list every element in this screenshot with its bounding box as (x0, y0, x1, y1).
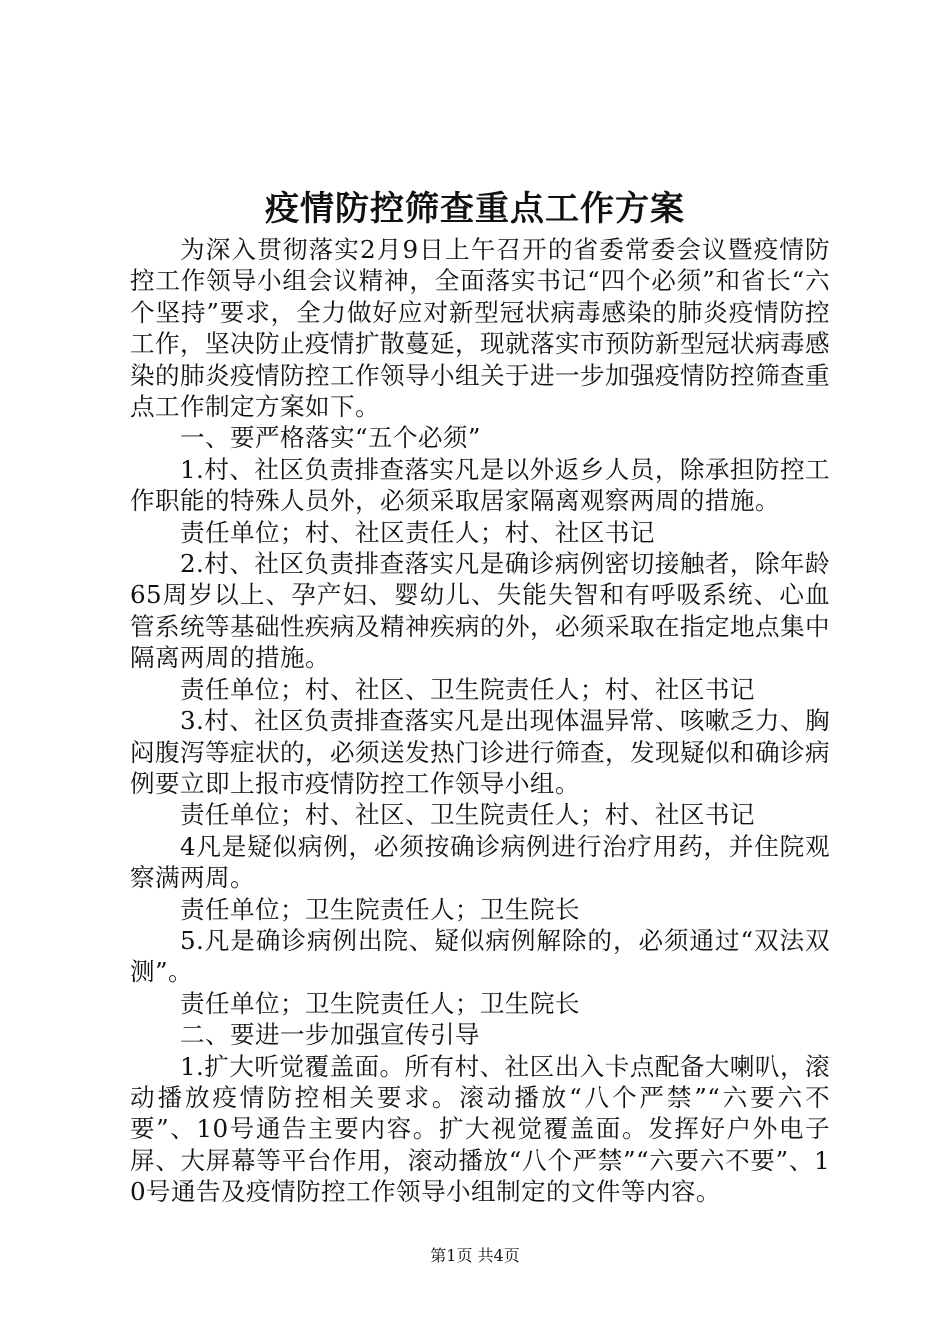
item-paragraph: 5.凡是确诊病例出院、疑似病例解除的，必须通过“双法双测”。 (130, 925, 830, 987)
responsibility-line: 责任单位；村、社区、卫生院责任人；村、社区书记 (180, 674, 755, 704)
section-heading-1: 一、要严格落实“五个必须” (180, 423, 481, 453)
section-heading-2: 二、要进一步加强宣传引导 (180, 1020, 480, 1050)
responsibility-line: 责任单位；卫生院责任人；卫生院长 (180, 988, 580, 1018)
page-footer: 第1页 共4页 (430, 1246, 520, 1265)
item-paragraph: 1.村、社区负责排查落实凡是以外返乡人员，除承担防控工作职能的特殊人员外，必须采取居家隔离观察两周的措施。 (130, 454, 830, 516)
document-title: 疫情防控筛查重点工作方案 (265, 189, 685, 229)
item-paragraph: 2.村、社区负责排查落实凡是确诊病例密切接触者，除年龄65周岁以上、孕产妇、婴幼儿、失能失智和有呼吸系统、心血管系统等基础性疾病及精神疾病的外，必须采取在指定地点集中隔离两周的措施。 (130, 549, 830, 673)
responsibility-line: 责任单位；村、社区责任人；村、社区书记 (180, 517, 655, 547)
responsibility-line: 责任单位；卫生院责任人；卫生院长 (180, 894, 580, 924)
intro-paragraph: 为深入贯彻落实2月9日上午召开的省委常委会议暨疫情防控工作领导小组会议精神，全面落实书记“四个必须”和省长“六个坚持”要求，全力做好应对新型冠状病毒感染的肺炎疫情防控工作，坚决防止疫情扩散蔓延，现就落实市预防新型冠状病毒感染的肺炎疫情防控工作领导小组关于进一步加强疫情防控筛查重点工作制定方案如下。 (130, 235, 830, 422)
item-paragraph: 4凡是疑似病例，必须按确诊病例进行治疗用药，并住院观察满两周。 (130, 831, 830, 893)
item-paragraph: 3.村、社区负责排查落实凡是出现体温异常、咳嗽乏力、胸闷腹泻等症状的，必须送发热门诊进行筛查，发现疑似和确诊病例要立即上报市疫情防控工作领导小组。 (130, 706, 830, 798)
document-body (130, 234, 830, 1208)
item-paragraph: 1.扩大听觉覆盖面。所有村、社区出入卡点配备大喇叭，滚动播放疫情防控相关要求。滚动播放“八个严禁”“六要六不要”、10号通告主要内容。扩大视觉覆盖面。发挥好户外电子屏、大屏幕等平台作用，滚动播放“八个严禁”“六要六不要”、10号通告及疫情防控工作领导小组制定的文件等内容。 (130, 1051, 830, 1207)
responsibility-line: 责任单位；村、社区、卫生院责任人；村、社区书记 (180, 800, 755, 830)
